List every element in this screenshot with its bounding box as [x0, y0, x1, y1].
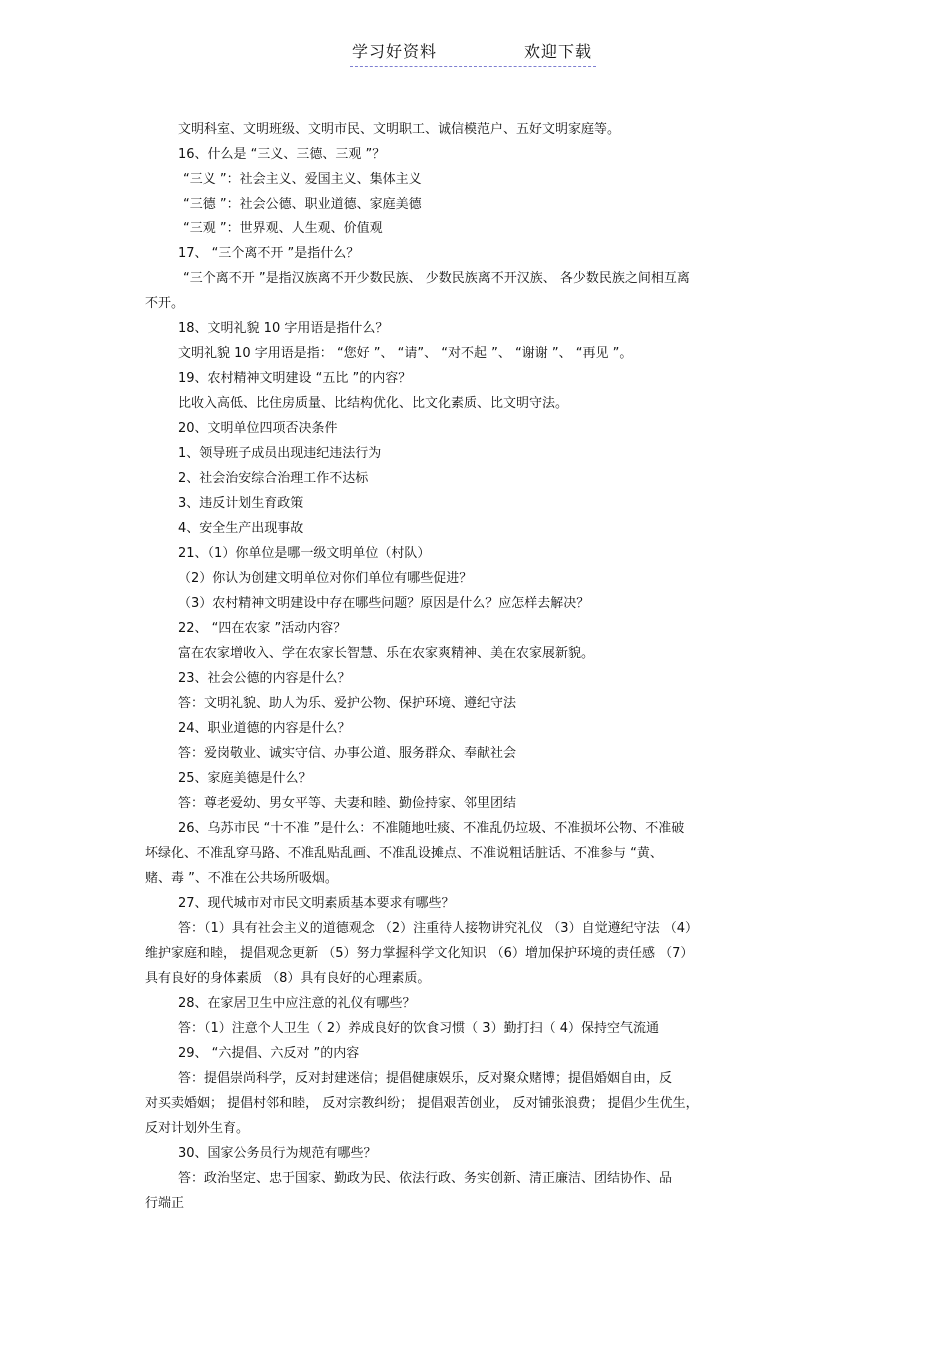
question-25: 25、家庭美德是什么？ [178, 771, 312, 786]
text-line: 赌、毒 ”、不准在公共场所吸烟。 [145, 871, 338, 886]
text-line: 答：尊老爱幼、男女平等、夫妻和睦、勤俭持家、邻里团结 [178, 796, 517, 811]
text-line: 行端正 [145, 1196, 185, 1211]
text-line: 答：提倡崇尚科学，反对封建迷信；提倡健康娱乐，反对聚众赌博；提倡婚姻自由，反 [178, 1071, 673, 1086]
header-right-text: 欢迎下载 [524, 42, 593, 61]
question-29: 29、 “六提倡、六反对 ”的内容 [178, 1046, 360, 1061]
text-line: 答：文明礼貌、助人为乐、爱护公物、保护环境、遵纪守法 [178, 696, 517, 711]
text-line: “三义 ”：社会主义、爱国主义、集体主义 [183, 172, 422, 187]
text-line: 答：政治坚定、忠于国家、勤政为民、依法行政、务实创新、清正廉洁、团结协作、品 [178, 1171, 673, 1186]
text-line: 答：爱岗敬业、诚实守信、办事公道、服务群众、奉献社会 [178, 746, 517, 761]
question-17: 17、 “三个离不开 ”是指什么？ [178, 246, 360, 261]
question-16: 16、什么是 “三义、三德、三观 ”？ [178, 147, 386, 162]
text-line: 3、违反计划生育政策 [178, 496, 304, 511]
text-line: 对买卖婚姻； 提倡村邻和睦， 反对宗教纠纷； 提倡艰苦创业， 反对铺张浪费； 提倡少生优生， [145, 1096, 699, 1111]
text-line: “三德 ”：社会公德、职业道德、家庭美德 [183, 197, 422, 212]
question-28: 28、在家居卫生中应注意的礼仪有哪些？ [178, 996, 416, 1011]
text-line: 答：（1）注意个人卫生（ 2）养成良好的饮食习惯（ 3）勤打扫（ 4）保持空气流通 [178, 1021, 659, 1036]
text-line: “三观 ”：世界观、人生观、价值观 [183, 221, 383, 236]
text-line: 富在农家增收入、学在农家长智慧、乐在农家爽精神、美在农家展新貌。 [178, 646, 595, 661]
text-line: 维护家庭和睦， 提倡观念更新 （5）努力掌握科学文化知识 （6）增加保护环境的责任感 （7） [145, 946, 694, 961]
text-line: 1、领导班子成员出现违纪违法行为 [178, 446, 382, 461]
text-line: 反对计划外生育。 [145, 1121, 250, 1136]
question-22: 22、 “四在农家 ”活动内容？ [178, 621, 347, 636]
text-line: 文明礼貌 10 字用语是指： “您好 ”、 “请”、 “对不起 ”、 “谢谢 ”、 “再见 ”。 [178, 346, 633, 361]
text-line: 比收入高低、比住房质量、比结构优化、比文化素质、比文明守法。 [178, 396, 569, 411]
question-18: 18、文明礼貌 10 字用语是指什么？ [178, 321, 389, 336]
text-line: 2、社会治安综合治理工作不达标 [178, 471, 369, 486]
question-20: 20、文明单位四项否决条件 [178, 421, 338, 436]
question-24: 24、职业道德的内容是什么？ [178, 721, 351, 736]
question-27: 27、现代城市对市民文明素质基本要求有哪些？ [178, 896, 455, 911]
text-line: 答：（1）具有社会主义的道德观念 （2）注重待人接物讲究礼仪 （3）自觉遵纪守法 （4） [178, 921, 698, 936]
question-30: 30、国家公务员行为规范有哪些？ [178, 1146, 377, 1161]
question-26: 26、乌苏市民 “十不准 ”是什么：不准随地吐痰、不准乱仍垃圾、不准损坏公物、不准破 [178, 821, 685, 836]
text-line: “三个离不开 ”是指汉族离不开少数民族、 少数民族离不开汉族、 各少数民族之间相互离 [183, 271, 690, 286]
page-header [350, 42, 596, 67]
header-left-text: 学习好资料 [352, 42, 438, 61]
text-line: 具有良好的身体素质 （8）具有良好的心理素质。 [145, 971, 431, 986]
text-line: 坏绿化、不准乱穿马路、不准乱贴乱画、不准乱设摊点、不准说粗话脏话、不准参与 “黄、 [145, 846, 663, 861]
question-19: 19、农村精神文明建设 “五比 ”的内容？ [178, 371, 412, 386]
question-21: 21、（1）你单位是哪一级文明单位（村队） [178, 546, 431, 561]
question-23: 23、社会公德的内容是什么？ [178, 671, 351, 686]
text-line: （2）你认为创建文明单位对你们单位有哪些促进？ [178, 571, 473, 586]
text-line: （3）农村精神文明建设中存在哪些问题？原因是什么？应怎样去解决？ [178, 596, 590, 611]
text-line: 文明科室、文明班级、文明市民、文明职工、诚信模范户、五好文明家庭等。 [178, 122, 621, 137]
text-line: 不开。 [145, 296, 185, 311]
text-line: 4、安全生产出现事故 [178, 521, 304, 536]
